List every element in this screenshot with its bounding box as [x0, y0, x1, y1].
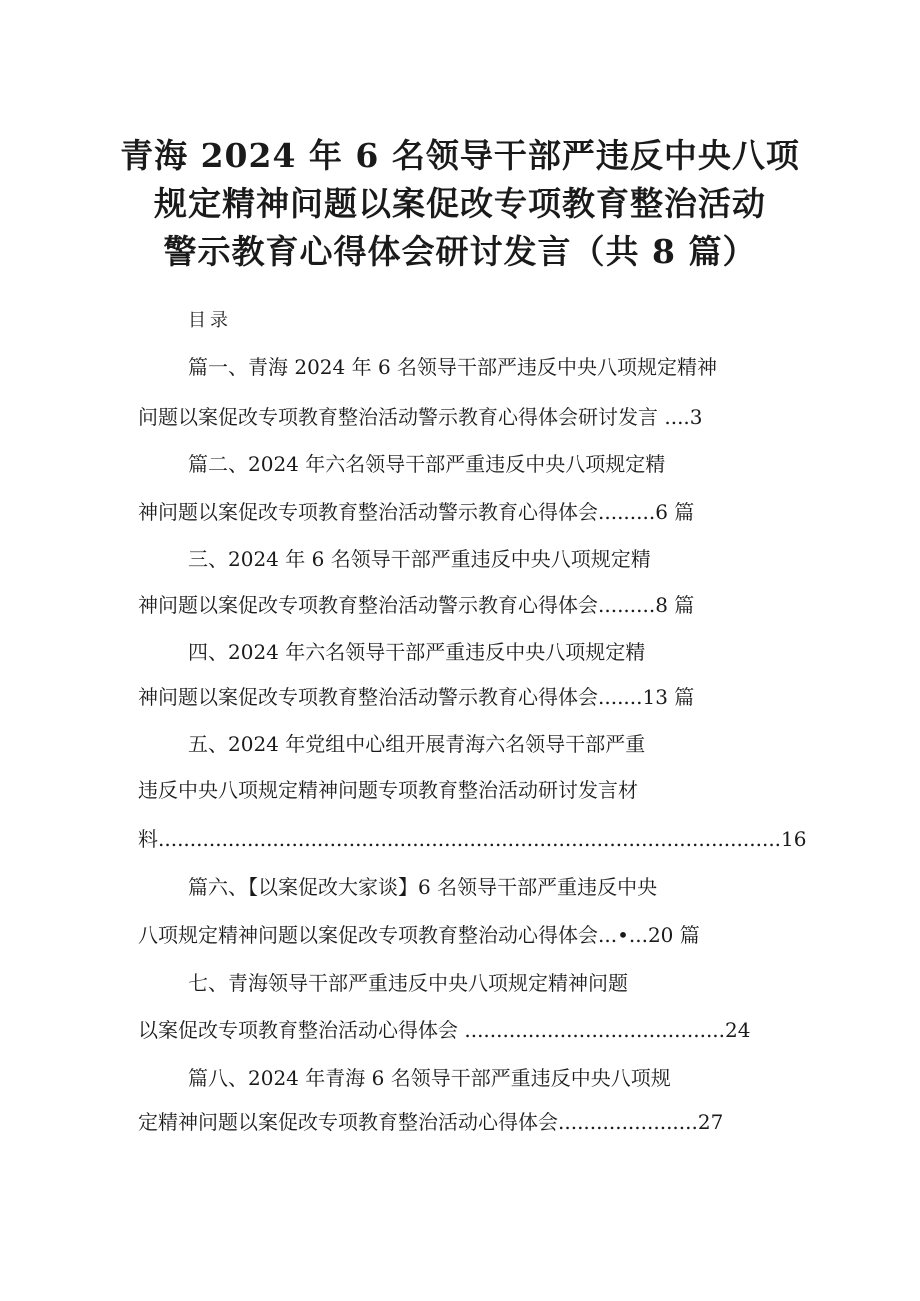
toc-heading: 目录 [188, 310, 232, 331]
toc-entry-5-line-1[interactable]: 五、2024 年党组中心组开展青海六名领导干部严重 [188, 732, 646, 756]
toc-entry-3-line-2[interactable]: 神问题以案促改专项教育整治活动警示教育心得体会.........8 篇 [138, 593, 695, 617]
toc-entry-8-line-1[interactable]: 篇八、2024 年青海 6 名领导干部严重违反中央八项规 [188, 1066, 671, 1090]
toc-entry-6-line-1[interactable]: 篇六、【以案促改大家谈】6 名领导干部严重违反中央 [188, 875, 658, 899]
toc-entry-1-line-1[interactable]: 篇一、青海 2024 年 6 名领导干部严违反中央八项规定精神 [188, 355, 718, 379]
toc-entry-3-line-1[interactable]: 三、2024 年 6 名领导干部严重违反中央八项规定精 [188, 547, 651, 571]
toc-entry-7-line-1[interactable]: 七、青海领导干部严重违反中央八项规定精神问题 [188, 971, 628, 995]
toc-entry-2-line-2[interactable]: 神问题以案促改专项教育整治活动警示教育心得体会.........6 篇 [138, 500, 695, 524]
toc-entry-5-line-3[interactable]: 料..................................................................................................16 [138, 827, 807, 851]
toc-entry-5-line-2[interactable]: 违反中央八项规定精神问题专项教育整治活动研讨发言材 [138, 778, 638, 802]
toc-entry-7-line-2[interactable]: 以案促改专项教育整治活动心得体会 .........................................24 [138, 1018, 751, 1042]
title-line-1: 青海 2024 年 6 名领导干部严违反中央八项 [120, 136, 800, 175]
document-title [110, 132, 810, 276]
title-line-3: 警示教育心得体会研讨发言（共 8 篇） [163, 232, 757, 271]
toc-entry-4-line-1[interactable]: 四、2024 年六名领导干部严重违反中央八项规定精 [188, 640, 646, 664]
toc-entry-6-line-2[interactable]: 八项规定精神问题以案促改专项教育整治动心得体会...•...20 篇 [138, 923, 700, 947]
toc-entry-2-line-1[interactable]: 篇二、2024 年六名领导干部严重违反中央八项规定精 [188, 452, 666, 476]
toc-entry-4-line-2[interactable]: 神问题以案促改专项教育整治活动警示教育心得体会.......13 篇 [138, 685, 695, 709]
title-line-2: 规定精神问题以案促改专项教育整治活动 [154, 184, 766, 223]
toc-entry-8-line-2[interactable]: 定精神问题以案促改专项教育整治活动心得体会......................27 [138, 1110, 724, 1134]
toc-entry-1-line-2[interactable]: 问题以案促改专项教育整治活动警示教育心得体会研讨发言 ....3 [138, 405, 703, 429]
